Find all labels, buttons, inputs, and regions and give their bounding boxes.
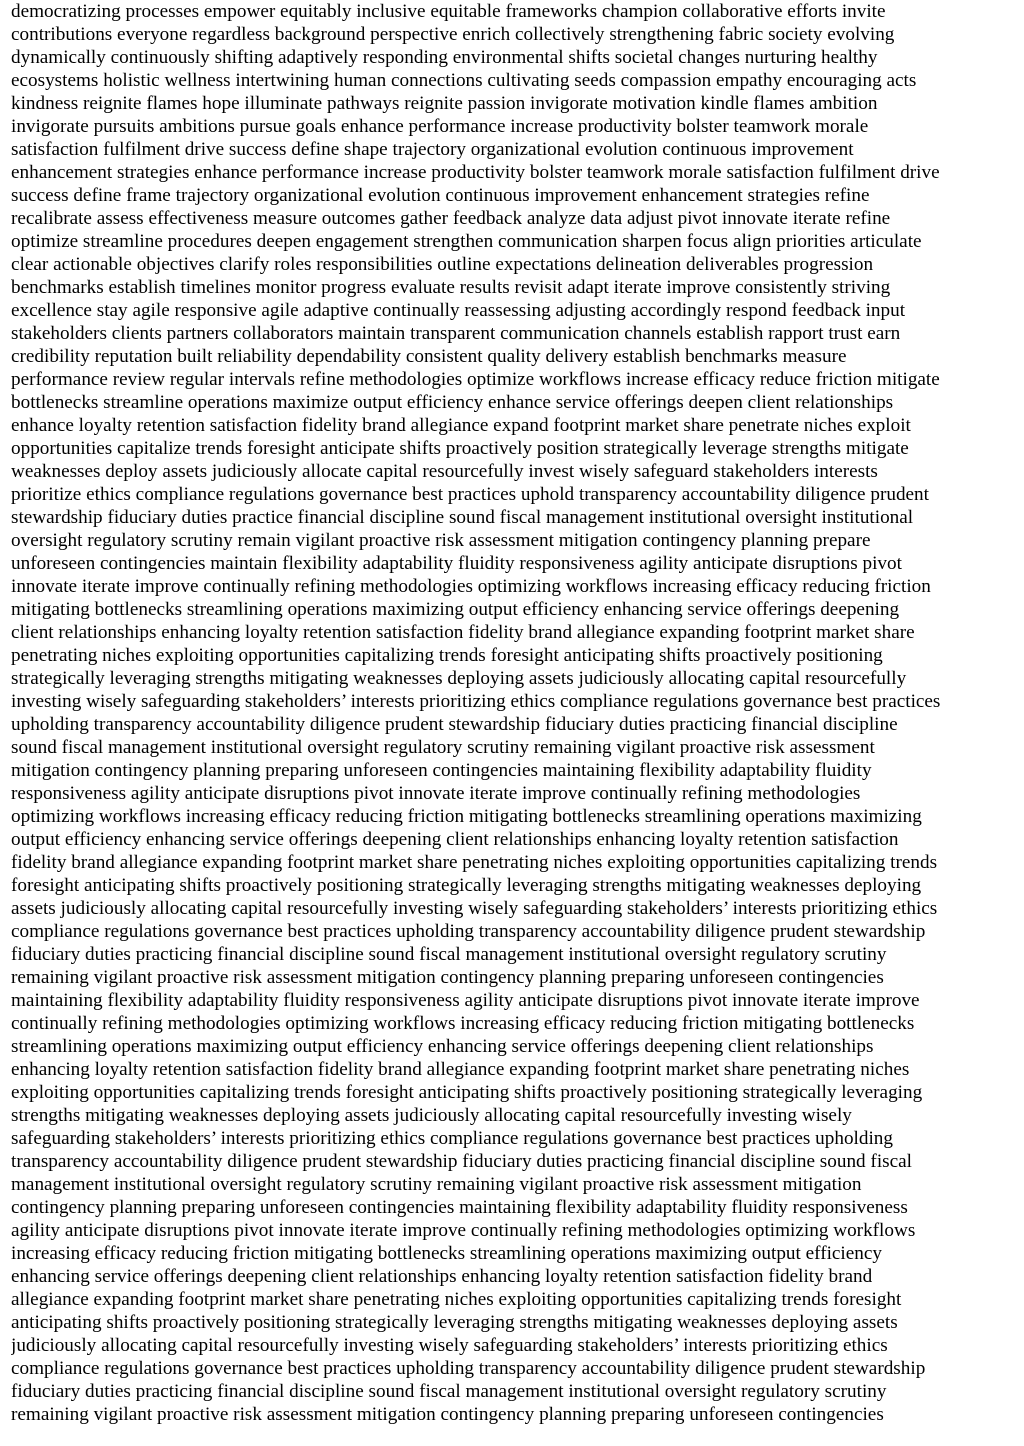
text-line: remaining vigilant proactive risk assessment mitigation contingency planning preparing unforeseen contingencies: [11, 967, 884, 988]
text-line: contributions everyone regardless background perspective enrich collectively strengthening fabric society evolving: [11, 24, 895, 45]
text-line: enhancement strategies enhance performance increase productivity bolster teamwork morale satisfaction fulfilment drive: [11, 162, 940, 183]
text-line: judiciously allocating capital resourcefully investing wisely safeguarding stakeholders’ interests prioritizing ethics: [11, 1335, 888, 1356]
text-line: strengths mitigating weaknesses deploying assets judiciously allocating capital resourcefully investing wisely: [11, 1105, 852, 1126]
text-line: opportunities capitalize trends foresight anticipate shifts proactively position strategically leverage strengths mitigate: [11, 438, 909, 459]
text-line: stakeholders clients partners collaborators maintain transparent communication channels establish rapport trust earn: [11, 323, 901, 344]
text-line: performance review regular intervals refine methodologies optimize workflows increase efficacy reduce friction mitigate: [11, 369, 940, 390]
text-line: allegiance expanding footprint market share penetrating niches exploiting opportunities capitalizing trends foresight: [11, 1289, 902, 1310]
text-line: prioritize ethics compliance regulations governance best practices uphold transparency accountability diligence prudent: [11, 484, 929, 505]
text-line: oversight regulatory scrutiny remain vigilant proactive risk assessment mitigation contingency planning prepare: [11, 530, 871, 551]
text-line: democratizing processes empower equitably inclusive equitable frameworks champion collaborative efforts invite: [11, 1, 886, 22]
text-line: benchmarks establish timelines monitor progress evaluate results revisit adapt iterate improve consistently striving: [11, 277, 891, 298]
text-line: credibility reputation built reliability dependability consistent quality delivery establish benchmarks measure: [11, 346, 847, 367]
text-line: bottlenecks streamline operations maximize output efficiency enhance service offerings deepen client relationships: [11, 392, 894, 413]
text-line: exploiting opportunities capitalizing trends foresight anticipating shifts proactively positioning strategically leveraging: [11, 1082, 923, 1103]
text-line: output efficiency enhancing service offerings deepening client relationships enhancing loyalty retention satisfaction: [11, 829, 899, 850]
text-line: kindness reignite flames hope illuminate pathways reignite passion invigorate motivation kindle flames ambition: [11, 93, 878, 114]
text-line: enhance loyalty retention satisfaction fidelity brand allegiance expand footprint market share penetrate niches exploit: [11, 415, 911, 436]
text-line: unforeseen contingencies maintain flexibility adaptability fluidity responsiveness agility anticipate disruptions pivot: [11, 553, 902, 574]
text-line: compliance regulations governance best practices upholding transparency accountability diligence prudent stewardship: [11, 1358, 926, 1379]
text-line: increasing efficacy reducing friction mitigating bottlenecks streamlining operations maximizing output efficiency: [11, 1243, 882, 1264]
text-line: dynamically continuously shifting adaptively responding environmental shifts societal changes nurturing healthy: [11, 47, 878, 68]
text-line: enhancing service offerings deepening client relationships enhancing loyalty retention satisfaction fidelity brand: [11, 1266, 873, 1287]
text-line: recalibrate assess effectiveness measure outcomes gather feedback analyze data adjust pivot innovate iterate refine: [11, 208, 891, 229]
text-line: safeguarding stakeholders’ interests prioritizing ethics compliance regulations governance best practices upholding: [11, 1128, 893, 1149]
text-line: enhancing loyalty retention satisfaction fidelity brand allegiance expanding footprint market share penetrating niches: [11, 1059, 910, 1080]
text-line: agility anticipate disruptions pivot innovate iterate improve continually refining methodologies optimizing workflows: [11, 1220, 916, 1241]
text-line: streamlining operations maximizing output efficiency enhancing service offerings deepening client relationships: [11, 1036, 874, 1057]
text-line: responsiveness agility anticipate disruptions pivot innovate iterate improve continually refining methodologies: [11, 783, 861, 804]
text-line: compliance regulations governance best practices upholding transparency accountability diligence prudent stewardship: [11, 921, 926, 942]
text-line: invigorate pursuits ambitions pursue goals enhance performance increase productivity bolster teamwork morale: [11, 116, 869, 137]
text-line: optimize streamline procedures deepen engagement strengthen communication sharpen focus align priorities articulate: [11, 231, 922, 252]
text-line: excellence stay agile responsive agile adaptive continually reassessing adjusting accordingly respond feedback input: [11, 300, 906, 321]
text-line: optimizing workflows increasing efficacy reducing friction mitigating bottlenecks streamlining operations maximizing: [11, 806, 922, 827]
text-line: continually refining methodologies optimizing workflows increasing efficacy reducing friction mitigating bottlenecks: [11, 1013, 915, 1034]
text-line: satisfaction fulfilment drive success define shape trajectory organizational evolution continuous improvement: [11, 139, 854, 160]
text-line: mitigation contingency planning preparing unforeseen contingencies maintaining flexibility adaptability fluidity: [11, 760, 872, 781]
text-line: investing wisely safeguarding stakeholders’ interests prioritizing ethics compliance regulations governance best practices: [11, 691, 941, 712]
text-line: remaining vigilant proactive risk assessment mitigation contingency planning preparing unforeseen contingencies: [11, 1404, 884, 1425]
text-line: sound fiscal management institutional oversight regulatory scrutiny remaining vigilant proactive risk assessment: [11, 737, 875, 758]
text-line: management institutional oversight regulatory scrutiny remaining vigilant proactive risk assessment mitigation: [11, 1174, 862, 1195]
text-line: upholding transparency accountability diligence prudent stewardship fiduciary duties practicing financial discipline: [11, 714, 898, 735]
text-line: contingency planning preparing unforeseen contingencies maintaining flexibility adaptability fluidity responsiveness: [11, 1197, 908, 1218]
text-line: stewardship fiduciary duties practice financial discipline sound fiscal management institutional oversight institutional: [11, 507, 914, 528]
text-line: maintaining flexibility adaptability fluidity responsiveness agility anticipate disruptions pivot innovate iterate improve: [11, 990, 920, 1011]
text-line: strategically leveraging strengths mitigating weaknesses deploying assets judiciously allocating capital resourcefully: [11, 668, 907, 689]
text-line: innovate iterate improve continually refining methodologies optimizing workflows increasing efficacy reducing friction: [11, 576, 931, 597]
text-line: fidelity brand allegiance expanding footprint market share penetrating niches exploiting opportunities capitalizing trends: [11, 852, 938, 873]
text-line: penetrating niches exploiting opportunities capitalizing trends foresight anticipating shifts proactively positioning: [11, 645, 883, 666]
text-line: foresight anticipating shifts proactively positioning strategically leveraging strengths mitigating weaknesses deploying: [11, 875, 922, 896]
text-line: mitigating bottlenecks streamlining operations maximizing output efficiency enhancing service offerings deepening: [11, 599, 900, 620]
text-line: fiduciary duties practicing financial discipline sound fiscal management institutional oversight regulatory scrutiny: [11, 1381, 887, 1402]
text-line: success define frame trajectory organizational evolution continuous improvement enhancement strategies refine: [11, 185, 870, 206]
text-line: weaknesses deploy assets judiciously allocate capital resourcefully invest wisely safeguard stakeholders interests: [11, 461, 878, 482]
text-line: transparency accountability diligence prudent stewardship fiduciary duties practicing financial discipline sound fiscal: [11, 1151, 912, 1172]
text-line: anticipating shifts proactively positioning strategically leveraging strengths mitigating weaknesses deploying assets: [11, 1312, 898, 1333]
text-line: assets judiciously allocating capital resourcefully investing wisely safeguarding stakeholders’ interests prioritizing ethics: [11, 898, 938, 919]
text-line: fiduciary duties practicing financial discipline sound fiscal management institutional oversight regulatory scrutiny: [11, 944, 887, 965]
text-line: clear actionable objectives clarify roles responsibilities outline expectations delineation deliverables progression: [11, 254, 874, 275]
text-line: client relationships enhancing loyalty retention satisfaction fidelity brand allegiance expanding footprint market share: [11, 622, 915, 643]
text-line: ecosystems holistic wellness intertwining human connections cultivating seeds compassion empathy encouraging acts: [11, 70, 917, 91]
